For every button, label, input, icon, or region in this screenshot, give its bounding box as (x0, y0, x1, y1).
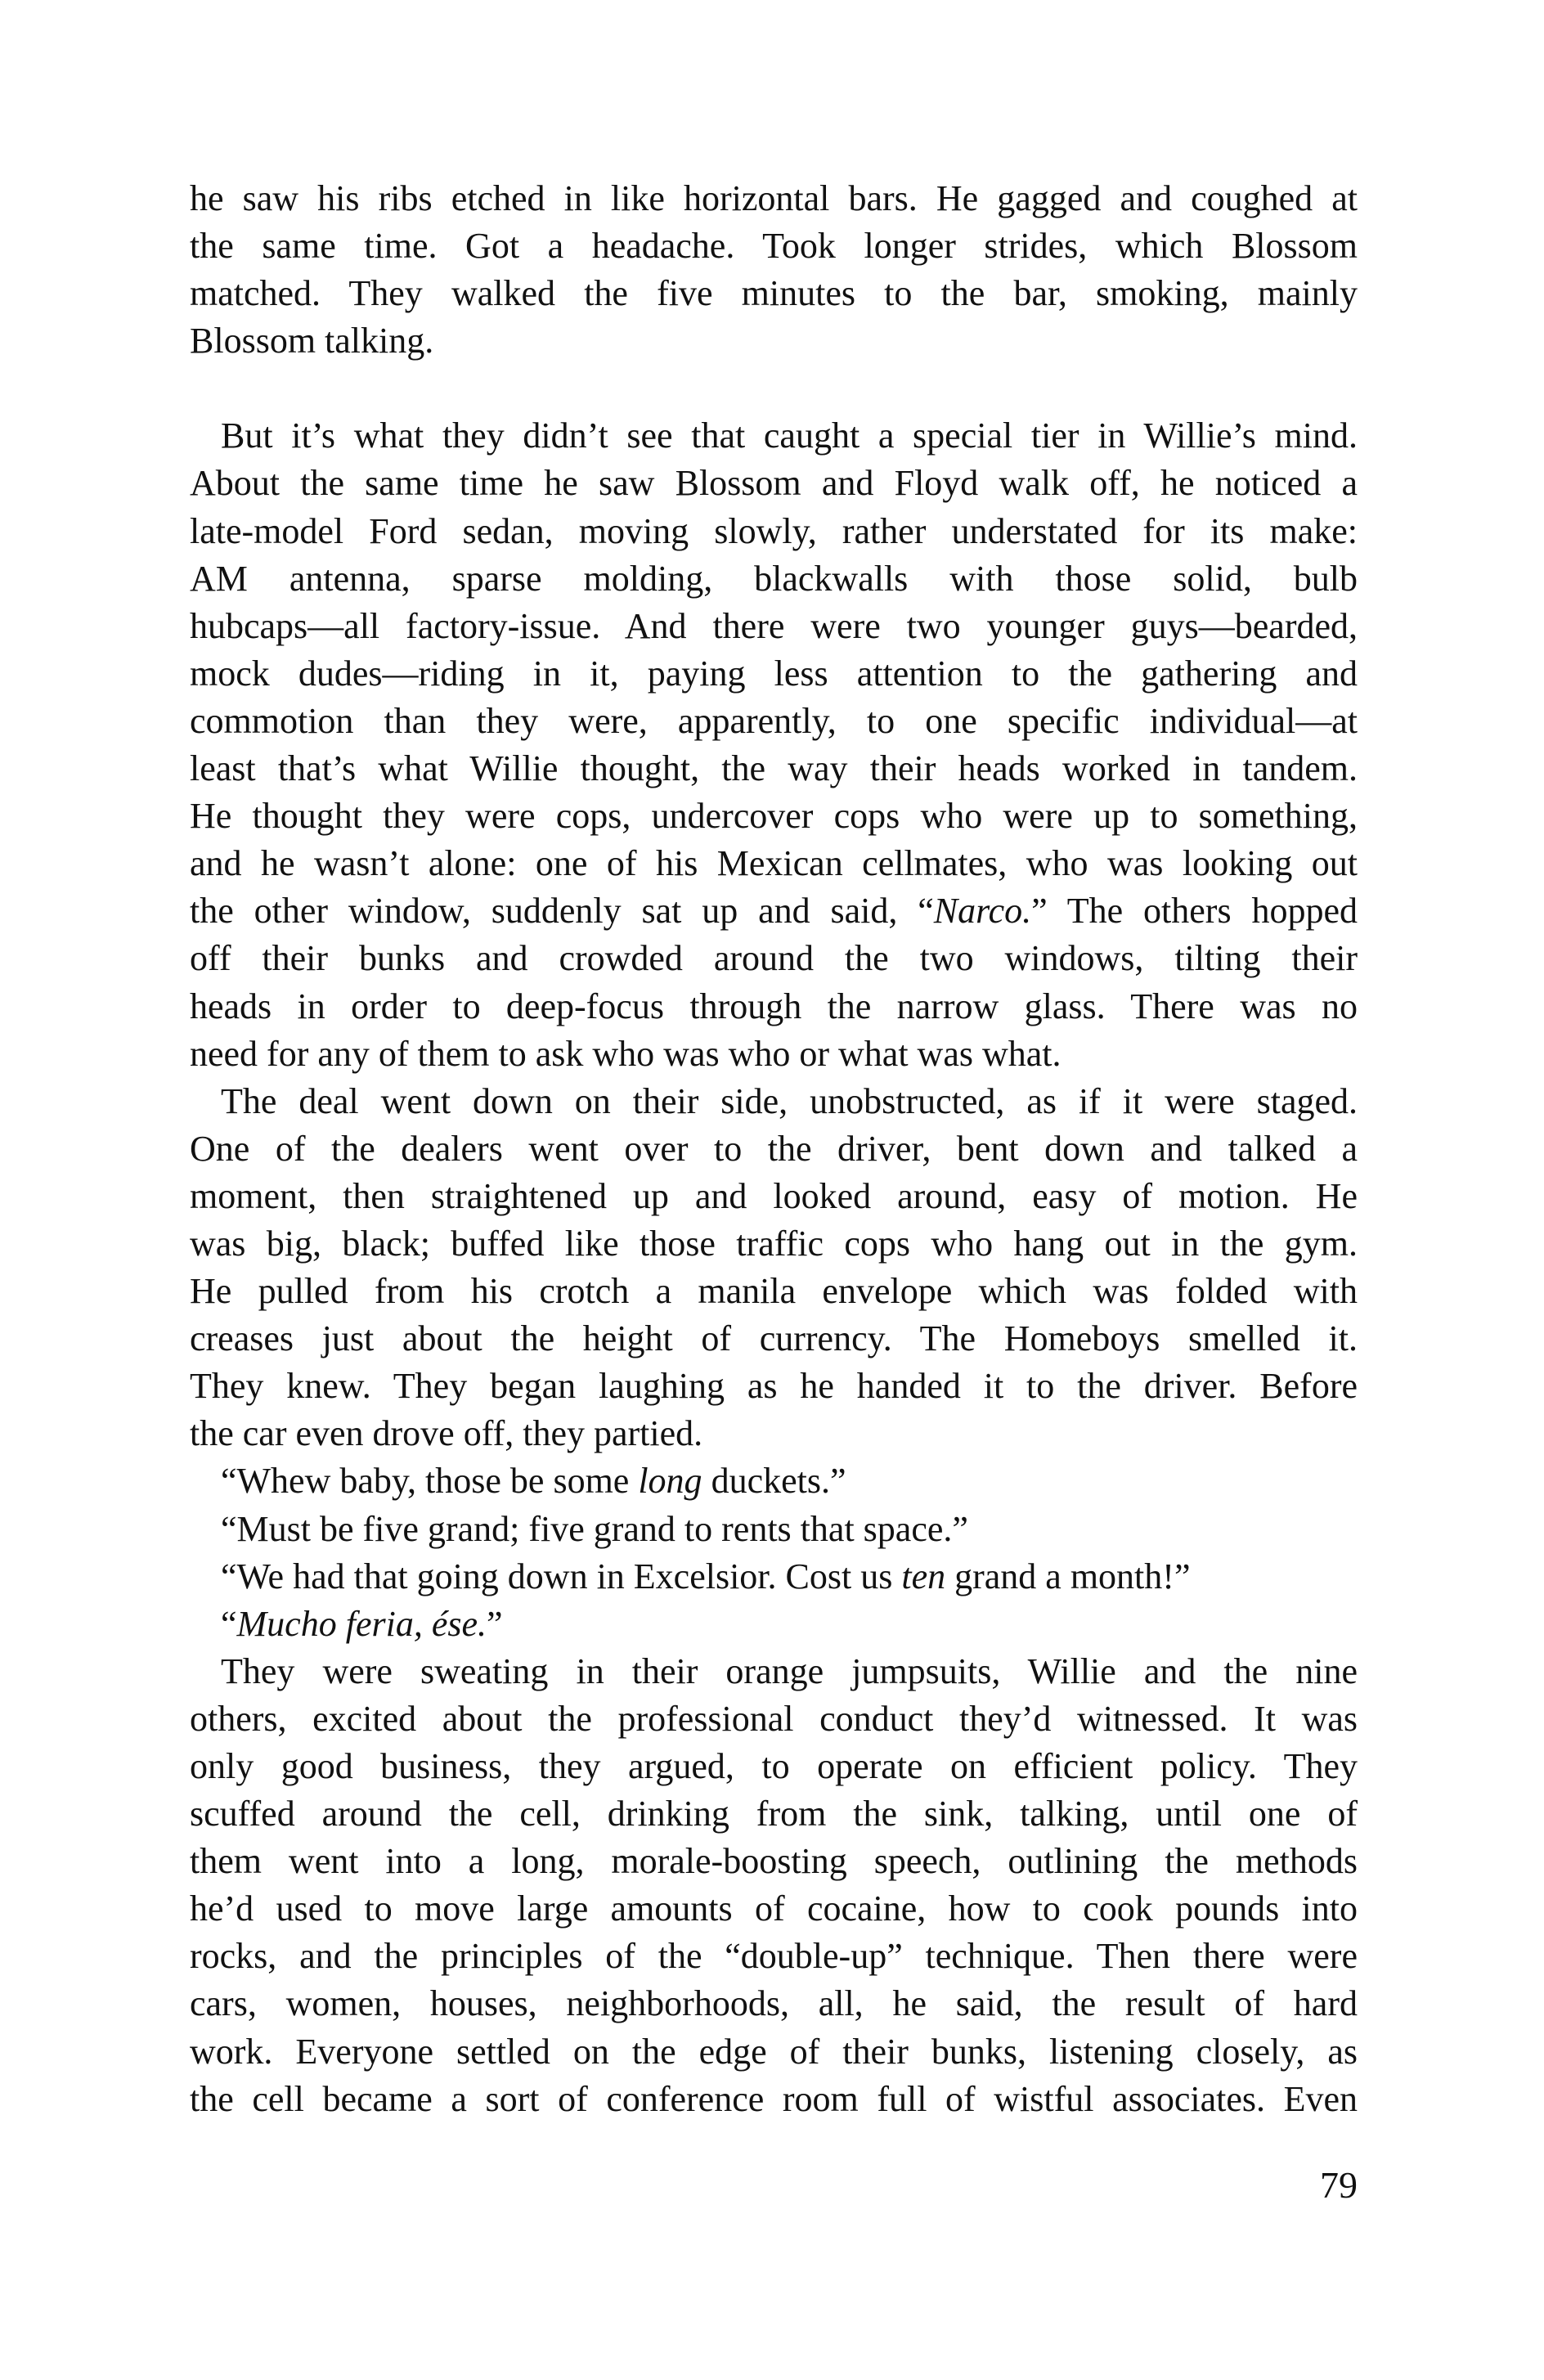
text-line: moment, then straightened up and looked around, easy of motion. He (190, 1175, 1358, 1216)
text-line: He thought they were cops, undercover cops who were up to something, (190, 796, 1358, 837)
text-line: the same time. Got a headache. Took longer strides, which Blossom (190, 226, 1358, 267)
text-line: the cell became a sort of conference room full of wistful associates. Even (190, 2078, 1358, 2119)
text-run: ” (487, 1603, 503, 1644)
text-line: mock dudes—riding in it, paying less attention to the gathering and (190, 653, 1358, 694)
text-line: them went into a long, morale-boosting speech, outlining the methods (190, 1841, 1358, 1882)
paragraph (190, 1078, 1358, 1458)
text-line: he saw his ribs etched in like horizontal bars. He gagged and coughed at (190, 178, 1358, 218)
paragraph (190, 175, 1358, 365)
text-line: They were sweating in their orange jumpsuits, Willie and the nine (221, 1650, 1358, 1691)
text-line: hubcaps—all factory-issue. And there were two younger guys—bearded, (190, 605, 1358, 646)
text-line: heads in order to deep-focus through the narrow glass. There was no (190, 986, 1358, 1026)
text-line: late-model Ford sedan, moving slowly, rather understated for its make: (190, 510, 1358, 551)
text-line: work. Everyone settled on the edge of their bunks, listening closely, as (190, 2031, 1358, 2072)
text-line: others, excited about the professional conduct they’d witnessed. It was (190, 1698, 1358, 1739)
body-text (190, 175, 1358, 2123)
dialogue-line (190, 1457, 1358, 1505)
text-line: About the same time he saw Blossom and Floyd walk off, he noticed a (190, 463, 1358, 504)
paragraph (190, 1648, 1358, 2123)
text-line: creases just about the height of currency. The Homeboys smelled it. (190, 1318, 1358, 1359)
text-line: was big, black; buffed like those traffic cops who hang out in the gym. (190, 1223, 1358, 1264)
italic-text: Mucho feria, ése. (236, 1603, 487, 1644)
text-line: least that’s what Willie thought, the way their heads worked in tandem. (190, 748, 1358, 789)
italic-text: long (638, 1461, 702, 1502)
text-line: rocks, and the principles of the “double-up” technique. Then there were (190, 1936, 1358, 1977)
italic-text: ten (901, 1556, 946, 1596)
text-line: and he wasn’t alone: one of his Mexican cellmates, who was looking out (190, 843, 1358, 884)
text-line: commotion than they were, apparently, to one specific individual—at (190, 700, 1358, 741)
dialogue-line (190, 1506, 1358, 1553)
text-line (190, 1601, 1358, 1648)
dialogue-line (190, 1553, 1358, 1601)
text-line: scuffed around the cell, drinking from the sink, talking, until one of (190, 1794, 1358, 1834)
page-number: 79 (1320, 2164, 1358, 2206)
text-run: grand a month!” (945, 1556, 1191, 1596)
text-line: cars, women, houses, neighborhoods, all, he said, the result of hard (190, 1983, 1358, 2024)
dialogue-line (190, 1601, 1358, 1648)
text-run: “ (221, 1603, 237, 1644)
text-line: need for any of them to ask who was who or what was what. (190, 1033, 1062, 1074)
text-line: he’d used to move large amounts of cocaine, how to cook pounds into (190, 1888, 1358, 1929)
text-line: He pulled from his crotch a manila envelope which was folded with (190, 1271, 1358, 1312)
text-run: ” The others hopped (1031, 891, 1358, 932)
text-line: the car even drove off, they partied. (190, 1413, 703, 1454)
text-line (190, 887, 1358, 935)
text-line: They knew. They began laughing as he handed it to the driver. Before (190, 1366, 1358, 1407)
text-line: “Must be five grand; five grand to rents that space.” (221, 1508, 968, 1549)
italic-text: Narco. (933, 891, 1032, 932)
text-run: the other window, suddenly sat up and said, “ (190, 891, 934, 932)
text-line: only good business, they argued, to operate on efficient policy. They (190, 1746, 1358, 1786)
text-line (190, 1553, 1358, 1601)
text-line (190, 1457, 1358, 1505)
text-line: off their bunks and crowded around the two windows, tilting their (190, 938, 1358, 979)
text-line: One of the dealers went over to the driver, bent down and talked a (190, 1128, 1358, 1169)
text-line: AM antenna, sparse molding, blackwalls with those solid, bulb (190, 558, 1358, 599)
text-line: But it’s what they didn’t see that caught a special tier in Willie’s mind. (221, 415, 1358, 456)
text-run: duckets.” (702, 1461, 846, 1502)
text-line: matched. They walked the five minutes to the bar, smoking, mainly (190, 273, 1358, 314)
paragraph (190, 412, 1358, 1077)
text-line: The deal went down on their side, unobstructed, as if it were staged. (221, 1080, 1358, 1121)
text-run: “Whew baby, those be some (221, 1461, 639, 1502)
text-line: Blossom talking. (190, 321, 434, 361)
text-run: “We had that going down in Excelsior. Cost us (221, 1556, 902, 1596)
